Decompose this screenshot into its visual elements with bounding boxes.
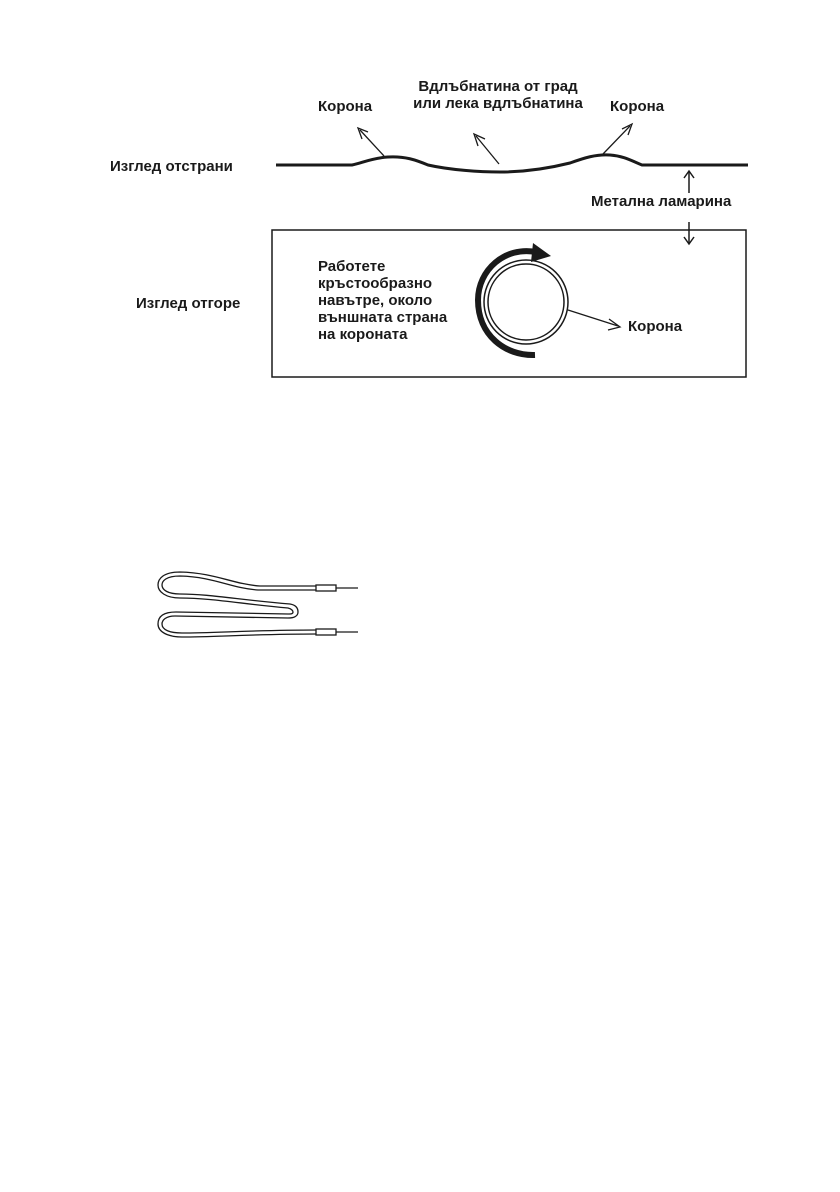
sheet-metal-profile bbox=[276, 155, 748, 172]
crown-right-label: Корона bbox=[610, 98, 665, 115]
crown-left-arrow bbox=[360, 130, 384, 156]
crown-right-arrow bbox=[603, 126, 630, 154]
sheet-metal-label: Метална ламарина bbox=[591, 193, 732, 210]
crown-top-label: Корона bbox=[628, 318, 683, 335]
side-view-label: Изглед отстрани bbox=[110, 158, 233, 175]
dent-label: Вдлъбнатина от град или лека вдлъбнатина bbox=[413, 78, 583, 112]
crown-circle bbox=[484, 260, 568, 344]
crown-left-label: Корона bbox=[318, 98, 373, 115]
crown-top-arrow bbox=[568, 310, 618, 326]
top-view-label: Изглед отгоре bbox=[136, 295, 241, 312]
instruction-text: Работете кръстообразно навътре, около външната страна на короната bbox=[318, 258, 448, 343]
coil-heating-element-icon bbox=[158, 572, 358, 637]
dent-arrow bbox=[476, 136, 499, 164]
